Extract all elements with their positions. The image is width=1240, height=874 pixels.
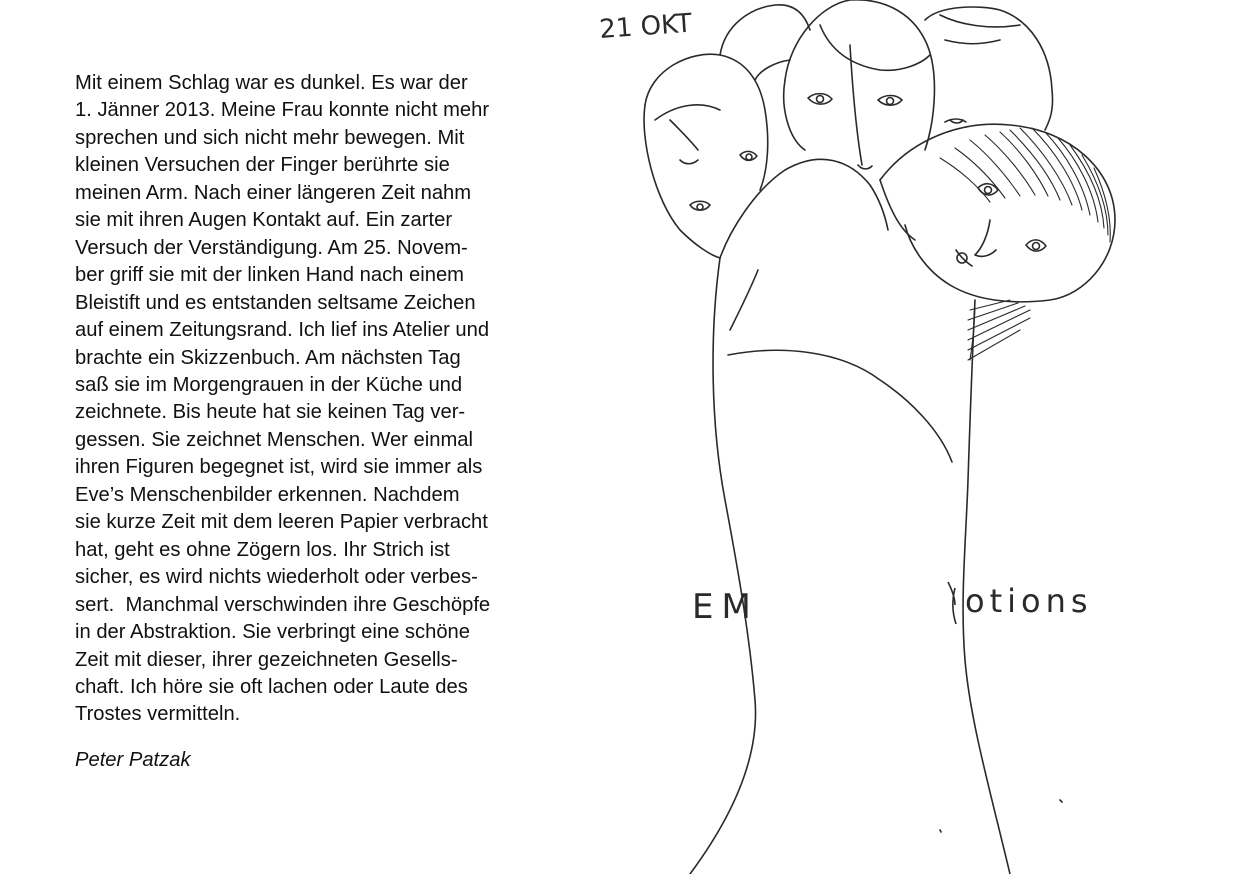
text-line: saß sie im Morgengrauen in der Küche und <box>75 373 463 396</box>
text-line: auf einem Zeitungsrand. Ich lief ins Atelier und <box>75 319 490 342</box>
hair-hatching <box>940 128 1110 242</box>
text-line: sicher, es wird nichts wiederholt oder verbes- <box>75 566 478 589</box>
text-line: Zeit mit dieser, ihrer gezeichneten Gesells- <box>75 648 458 671</box>
head-left <box>645 54 768 190</box>
word-em: EM <box>692 587 759 627</box>
date-label: 21 OKT <box>598 8 693 45</box>
text-line: meinen Arm. Nach einer längeren Zeit nahm <box>75 181 472 204</box>
text-line: kleinen Versuchen der Finger berührte sie <box>75 154 450 177</box>
pencil-drawing <box>580 0 1240 874</box>
text-line: ihren Figuren begegnet ist, wird sie immer als <box>75 456 483 479</box>
text-line: gessen. Sie zeichnet Menschen. Wer einmal <box>75 428 473 451</box>
text-line: sie mit ihren Augen Kontakt auf. Ein zarter <box>75 209 453 232</box>
text-line: chaft. Ich höre sie oft lachen oder Laute des <box>75 675 468 698</box>
drawing-canvas <box>580 0 1240 874</box>
head-back-right <box>925 7 1053 130</box>
v-stroke <box>948 582 956 624</box>
text-line: Mit einem Schlag war es dunkel. Es war der <box>75 72 468 94</box>
word-otions: otions <box>965 582 1093 620</box>
text-line: Versuch der Verständigung. Am 25. Novem- <box>75 236 468 259</box>
text-line: zeichnete. Bis heute hat sie keinen Tag ver- <box>75 401 466 424</box>
text-line: Trostes vermitteln. <box>75 703 241 726</box>
text-column <box>75 70 555 774</box>
text-line: hat, geht es ohne Zögern los. Ihr Strich ist <box>75 538 450 561</box>
text-line: sprechen und sich nicht mehr bewegen. Mit <box>75 126 465 149</box>
text-line: ber griff sie mit der linken Hand nach einem <box>75 264 464 287</box>
text-line: sie kurze Zeit mit dem leeren Papier verbracht <box>75 511 488 534</box>
text-line: 1. Jänner 2013. Meine Frau konnte nicht mehr <box>75 99 490 122</box>
text-line: brachte ein Skizzenbuch. Am nächsten Tag <box>75 346 461 369</box>
text-line: Bleistift und es entstanden seltsame Zeichen <box>75 291 476 314</box>
head-right <box>880 124 1115 302</box>
text-line: in der Abstraktion. Sie verbringt eine schöne <box>75 621 471 644</box>
text-line: Eve’s Menschenbilder erkennen. Nachdem <box>75 483 460 506</box>
text-line: sert. Manchmal verschwinden ihre Geschöpfe <box>75 593 491 616</box>
head-back-left <box>720 5 810 55</box>
author-signature: Peter Patzak <box>75 748 191 771</box>
body-outline <box>720 159 888 258</box>
body-paragraph <box>75 70 555 729</box>
neck-hatching <box>968 300 1030 360</box>
